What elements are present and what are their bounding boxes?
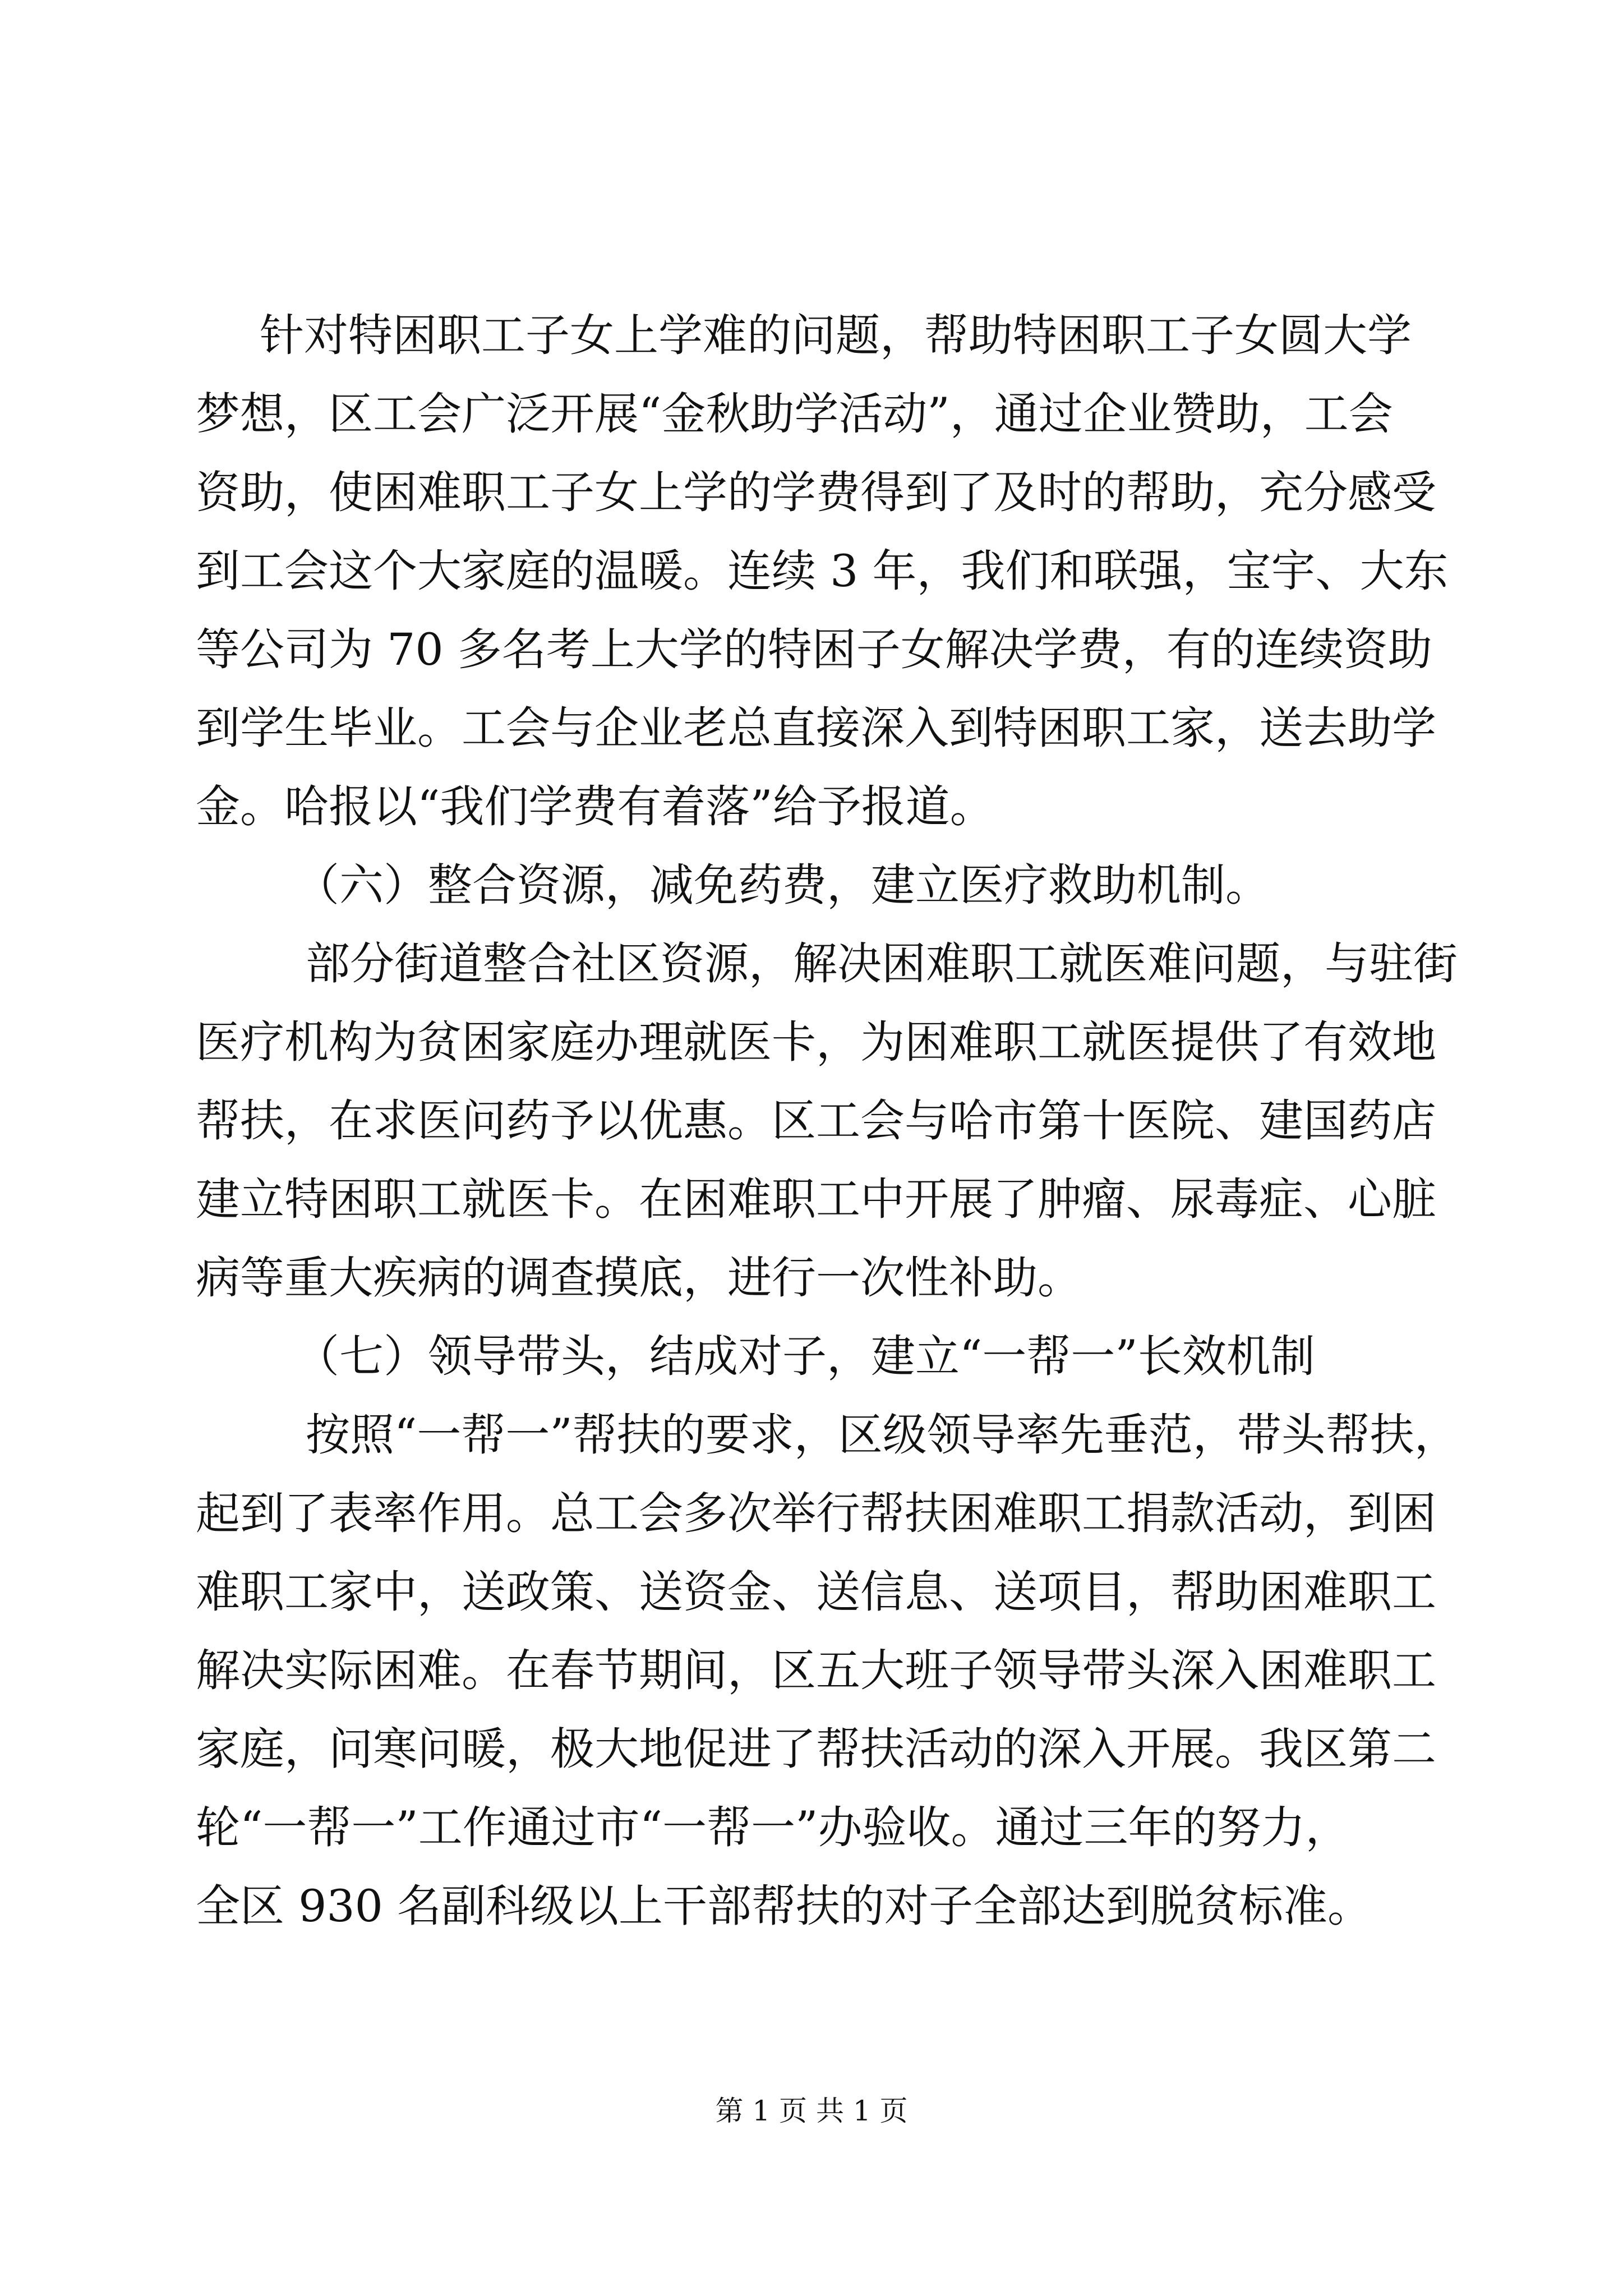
paragraph-line: 帮扶，在求医问药予以优惠。区工会与哈市第十医院、建国药店	[196, 1095, 1436, 1147]
paragraph-line: 按照“一帮一”帮扶的要求，区级领导率先垂范，带头帮扶，	[306, 1409, 1459, 1461]
paragraph-line: 资助，使困难职工子女上学的学费得到了及时的帮助，充分感受	[196, 467, 1436, 518]
paragraph-line: 医疗机构为贫困家庭办理就医卡，为困难职工就医提供了有效地	[196, 1016, 1436, 1068]
paragraph-line: 金。哈报以“我们学费有着落”给予报道。	[196, 781, 994, 832]
paragraph-line: 等公司为 70 多名考上大学的特困子女解决学费，有的连续资助	[196, 624, 1432, 675]
paragraph-line: 全区 930 名副科级以上干部帮扶的对子全部达到脱贫标准。	[196, 1880, 1372, 1932]
paragraph-line: 建立特困职工就医卡。在困难职工中开展了肿瘤、尿毒症、心脏	[196, 1174, 1436, 1225]
paragraph-line: 到学生毕业。工会与企业老总直接深入到特困职工家，送去助学	[196, 702, 1436, 754]
section-heading: （六）整合资源，减免药费，建立医疗救助机制。	[295, 859, 1270, 911]
paragraph-line: 解决实际困难。在春节期间，区五大班子领导带头深入困难职工	[196, 1645, 1436, 1696]
paragraph-line: 起到了表率作用。总工会多次举行帮扶困难职工捐款活动，到困	[196, 1488, 1436, 1539]
paragraph-line: 部分街道整合社区资源，解决困难职工就医难问题，与驻街	[306, 938, 1458, 990]
paragraph-line: 到工会这个大家庭的温暖。连续 3 年，我们和联强，宝宇、大东	[196, 545, 1449, 597]
paragraph-line: 家庭，问寒问暖，极大地促进了帮扶活动的深入开展。我区第二	[196, 1723, 1436, 1775]
paragraph-line: 病等重大疾病的调查摸底，进行一次性补助。	[196, 1252, 1082, 1304]
paragraph-line: 针对特困职工子女上学难的问题，帮助特困职工子女圆大学	[260, 310, 1412, 361]
paragraph-line: 梦想，区工会广泛开展“金秋助学活动”，通过企业赞助，工会	[196, 388, 1393, 440]
paragraph-line: 难职工家中，送政策、送资金、送信息、送项目，帮助困难职工	[196, 1566, 1436, 1618]
paragraph-line: 轮“一帮一”工作通过市“一帮一”办验收。通过三年的努力，	[196, 1802, 1350, 1853]
page-number-footer: 第 1 页 共 1 页	[715, 2095, 908, 2127]
section-heading: （七）领导带头，结成对子，建立“一帮一”长效机制	[295, 1331, 1315, 1382]
